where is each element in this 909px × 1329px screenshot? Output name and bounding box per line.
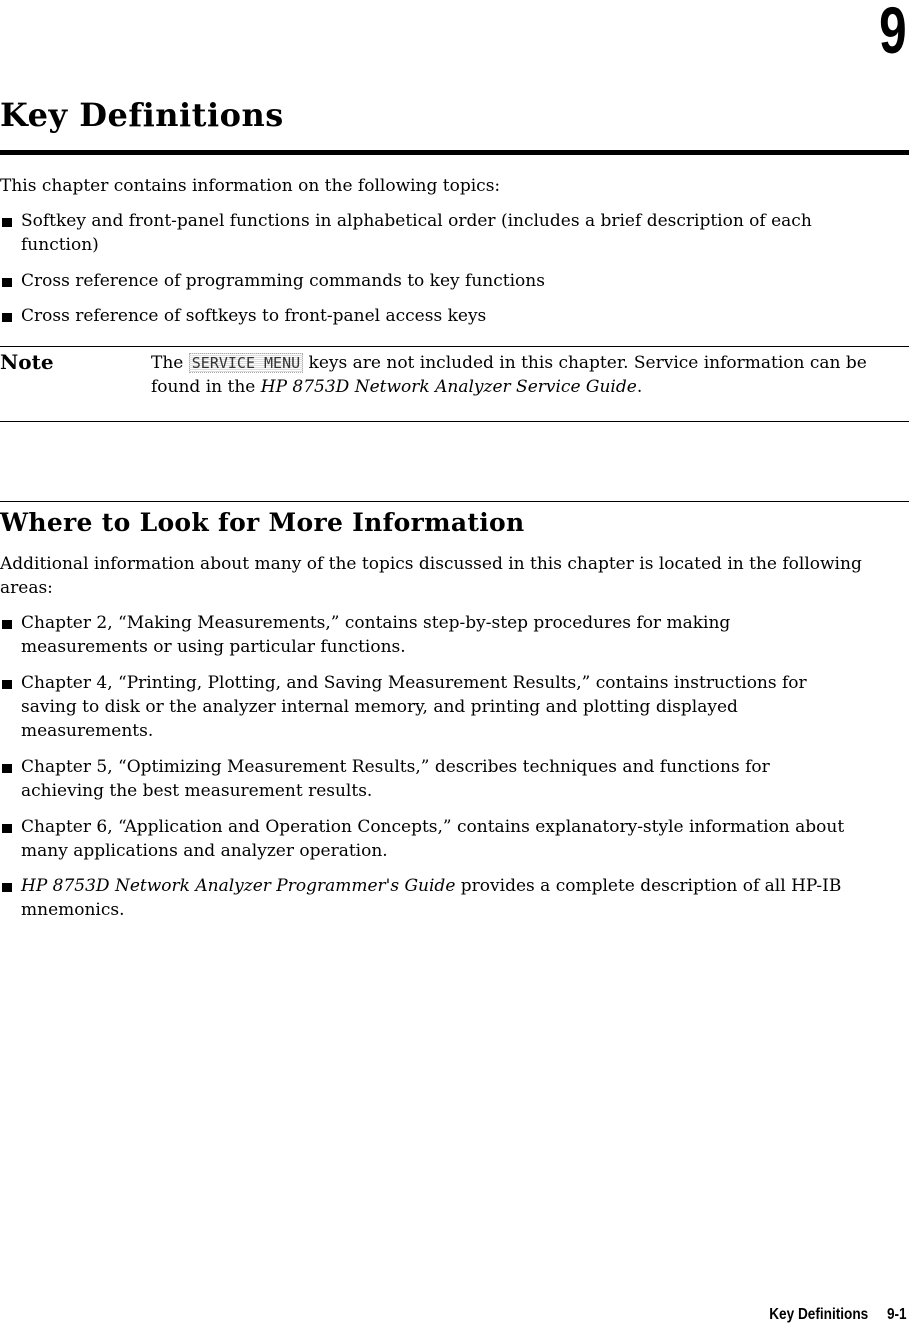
topic-item: Cross reference of programming commands to key functions — [0, 269, 890, 293]
page-title: Key Definitions — [0, 96, 284, 134]
note-top-rule — [0, 346, 909, 347]
footer-title: Key Definitions — [769, 1306, 869, 1323]
page-footer — [770, 1306, 907, 1324]
note-end: . — [636, 377, 643, 397]
note-bottom-rule — [0, 421, 909, 422]
service-menu-softkey: SERVICE MENU — [189, 353, 303, 373]
reference-item — [0, 755, 840, 803]
programmers-guide-title: HP 8753D Network Analyzer Programmer's Guide — [21, 876, 456, 896]
section-heading: Where to Look for More Information — [0, 508, 525, 537]
topic-item: Softkey and front-panel functions in alphabetical order (includes a brief description of each function) — [0, 209, 890, 257]
section-rule — [0, 501, 909, 502]
service-guide-title: HP 8753D Network Analyzer Service Guide — [260, 377, 637, 397]
note-body — [151, 351, 901, 399]
reference-item — [0, 611, 800, 659]
reference-text: Chapter 4, “Printing, Plotting, and Saving Measurement Results,” contains instructions for saving to disk or the analyzer internal memory, and printing and plotting displayed measurements. — [21, 673, 807, 741]
intro-text: This chapter contains information on the following topics: — [0, 176, 501, 196]
note-text: The — [151, 353, 184, 373]
chapter-number: 9 — [879, 0, 907, 67]
reference-text: Chapter 5, “Optimizing Measurement Results,” describes techniques and functions for achieving the best measurement results. — [21, 757, 770, 801]
section-intro: Additional information about many of the topics discussed in this chapter is located in the following areas: — [0, 554, 862, 598]
note-label: Note — [0, 350, 54, 374]
topic-item: Cross reference of softkeys to front-panel access keys — [0, 304, 890, 328]
reference-text: Chapter 2, “Making Measurements,” contains step-by-step procedures for making measurements or using particular functions. — [21, 613, 731, 657]
reference-item — [0, 815, 870, 863]
page-number: 9-1 — [887, 1306, 907, 1323]
note-text: keys are not included in this chapter. Service information can be found in the — [151, 353, 867, 397]
title-rule — [0, 150, 909, 155]
reference-item — [0, 671, 850, 743]
reference-text: Chapter 6, “Application and Operation Concepts,” contains explanatory-style information about many applications and analyzer operation. — [21, 817, 845, 861]
reference-text: provides a complete description of all HP-IB mnemonics. — [21, 876, 842, 920]
reference-item — [0, 874, 870, 922]
